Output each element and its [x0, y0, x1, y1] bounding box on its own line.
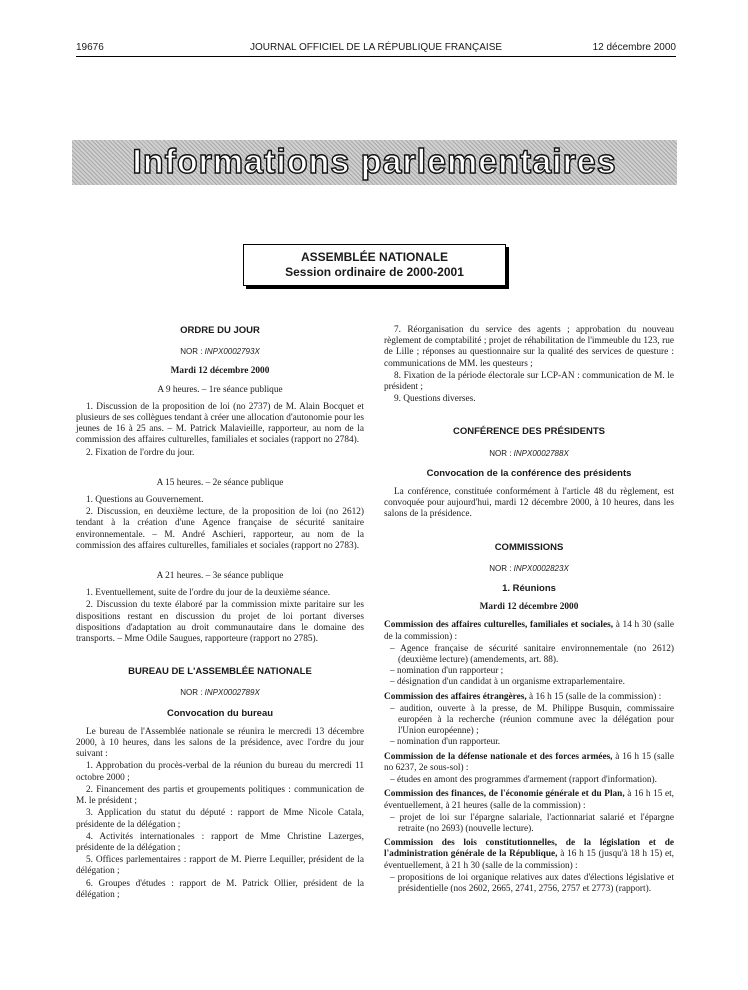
commission-entry: Commission des affaires culturelles, familiales et sociales, à 14 h 30 (salle de la commission) :	[384, 620, 674, 642]
list-item: – propositions de loi organique relatives aux dates d'élections législative et présidentielle (nos 2602, 2665, 2741, 2756, 2757 et 2773) (rapport).	[398, 873, 674, 895]
conference-title: CONFÉRENCE DES PRÉSIDENTS	[452, 426, 606, 438]
commission-agenda	[384, 644, 674, 689]
commission-agenda	[384, 775, 674, 786]
session-heading: A 15 heures. – 2e séance publique	[156, 477, 284, 488]
bureau-item: 5. Offices parlementaires : rapport de M. Pierre Lequiller, président de la délégation ;	[76, 855, 364, 877]
commission-entry: Commission des finances, de l'économie générale et du Plan, à 16 h 15 et, éventuellement, à 21 heures (salle de la commission) :	[384, 789, 675, 811]
bureau-title: BUREAU DE L'ASSEMBLÉE NATIONALE	[128, 666, 312, 678]
commission-agenda	[384, 813, 674, 835]
bureau-item: 9. Questions diverses.	[394, 394, 476, 405]
section-banner	[72, 140, 677, 185]
bureau-intro: Le bureau de l'Assemblée nationale se réunira le mercredi 13 décembre 2000, à 10 heures, dans les salons de la présidence, avec l'ordre du jour suivant :	[76, 726, 364, 760]
assembly-title-box	[243, 244, 506, 286]
list-item: – études en amont des programmes d'armement (rapport d'information).	[398, 775, 674, 786]
agenda-item: 1. Questions au Gouvernement.	[86, 495, 204, 506]
header-rule	[76, 56, 676, 57]
commission-agenda	[384, 873, 674, 895]
commission-entry: Commission de la défense nationale et des forces armées, à 16 h 15 (salle no 6237, 2e sous-sol) :	[384, 751, 674, 773]
issue-date: 12 décembre 2000	[592, 42, 676, 53]
bureau-item: 7. Réorganisation du service des agents ; approbation du nouveau règlement de comptabilité ; projet de réhabilitation de l'immeuble du 123, rue de Lille ; réponses au questionnaire sur la qualité des services de questure : communications de MM. les questeurs ;	[384, 325, 674, 369]
commission-entry: Commission des affaires étrangères, à 16 h 15 (salle de la commission) :	[384, 691, 662, 702]
agenda-item: 2. Fixation de l'ordre du jour.	[86, 447, 195, 458]
agenda-item: 2. Discussion, en deuxième lecture, de la proposition de loi (no 2612) tendant à la création d'une Agence française de sécurité sanitaire environnementale. – M. André Aschieri, rapporteur, au nom de la commission des affaires culturelles, familiales et sociales (rapport no 2783).	[76, 507, 364, 551]
page-number: 19676	[76, 42, 104, 53]
right-column	[384, 325, 674, 895]
day-heading: Mardi 12 décembre 2000	[479, 602, 579, 613]
day-heading: Mardi 12 décembre 2000	[170, 366, 270, 377]
agenda-item: 1. Eventuellement, suite de l'ordre du jour de la deuxième séance.	[86, 588, 331, 599]
conference-text: La conférence, constituée conformément à l'article 48 du règlement, est convoquée pour aujourd'hui, mardi 12 décembre 2000, à 10 heures, dans les salons de la présidence.	[384, 487, 674, 520]
nor-reference: NOR : INPX0002788X	[489, 448, 569, 458]
list-item: – projet de loi sur l'épargne salariale, l'actionnariat salarié et l'épargne retraite (no 2693) (nouvelle lecture).	[398, 813, 674, 835]
convocation-heading: Convocation du bureau	[166, 707, 274, 719]
list-item: – nomination d'un rapporteur.	[398, 737, 674, 748]
session-heading: A 21 heures. – 3e séance publique	[156, 571, 284, 582]
left-column	[76, 325, 364, 902]
list-item: – audition, ouverte à la presse, de M. Philippe Busquin, commissaire européen à la recherche (réunion commune avec la délégation pour l'Union européenne) ;	[398, 704, 674, 738]
session-name: Session ordinaire de 2000-2001	[285, 265, 464, 279]
agenda-item: 1. Discussion de la proposition de loi (no 2737) de M. Alain Bocquet et plusieurs de ses collègues tendant à créer une allocation d'autonomie pour les jeunes de 16 à 25 ans. – M. Patrick Malavieille, rapporteur, au nom de la commission des affaires culturelles, familiales et sociales (rapport no 2784).	[76, 401, 364, 446]
assembly-name: ASSEMBLÉE NATIONALE	[300, 250, 449, 264]
commission-entry: Commission des lois constitutionnelles, de la législation et de l'administration générale de la République, à 16 h 15 (jusqu'à 18 h 15) et, éventuellement, à 21 h 30 (salle de la commission) :	[384, 838, 674, 871]
nor-reference: NOR : INPX0002823X	[489, 563, 569, 573]
list-item: – Agence française de sécurité sanitaire environnementale (no 2612) (deuxième lecture) (amendements, art. 88).	[398, 644, 674, 666]
journal-title: JOURNAL OFFICIEL DE LA RÉPUBLIQUE FRANÇAISE	[249, 42, 503, 53]
nor-reference: NOR : INPX0002789X	[180, 688, 260, 698]
commission-agenda	[384, 704, 674, 749]
bureau-item: 6. Groupes d'études : rapport de M. Patrick Ollier, président de la délégation ;	[76, 878, 364, 900]
bureau-item: 1. Approbation du procès-verbal de la réunion du bureau du mercredi 11 octobre 2000 ;	[76, 761, 364, 783]
nor-reference: NOR : INPX0002793X	[180, 347, 260, 357]
bureau-item: 8. Fixation de la période électorale sur LCP-AN : communication de M. le président ;	[384, 370, 674, 393]
bureau-item: 2. Financement des partis et groupements politiques : communication de M. le président ;	[76, 784, 364, 807]
banner-title: Informations parlementaires	[132, 143, 617, 181]
commissions-title: COMMISSIONS	[494, 541, 564, 553]
bureau-item: 3. Application du statut du député : rapport de Mme Nicole Catala, présidente de la délégation ;	[76, 808, 364, 830]
list-item: – désignation d'un candidat à un organisme extraparlementaire.	[398, 677, 674, 688]
running-header	[76, 42, 676, 56]
convocation-heading: Convocation de la conférence des présidents	[426, 467, 632, 479]
reunions-heading: 1. Réunions	[502, 583, 556, 595]
ordre-du-jour-title: ORDRE DU JOUR	[180, 325, 260, 336]
agenda-item: 2. Discussion du texte élaboré par la commission mixte paritaire sur les dispositions restant en discussion du projet de loi portant diverses dispositions d'adaptation au droit communautaire dans le domaine des transports. – Mme Odile Saugues, rapporteure (rapport no 2785).	[76, 600, 364, 645]
bureau-item: 4. Activités internationales : rapport de Mme Christine Lazerges, présidente de la délégation ;	[76, 831, 364, 853]
session-heading: A 9 heures. – 1re séance publique	[157, 384, 283, 395]
list-item: – nomination d'un rapporteur ;	[398, 666, 674, 677]
